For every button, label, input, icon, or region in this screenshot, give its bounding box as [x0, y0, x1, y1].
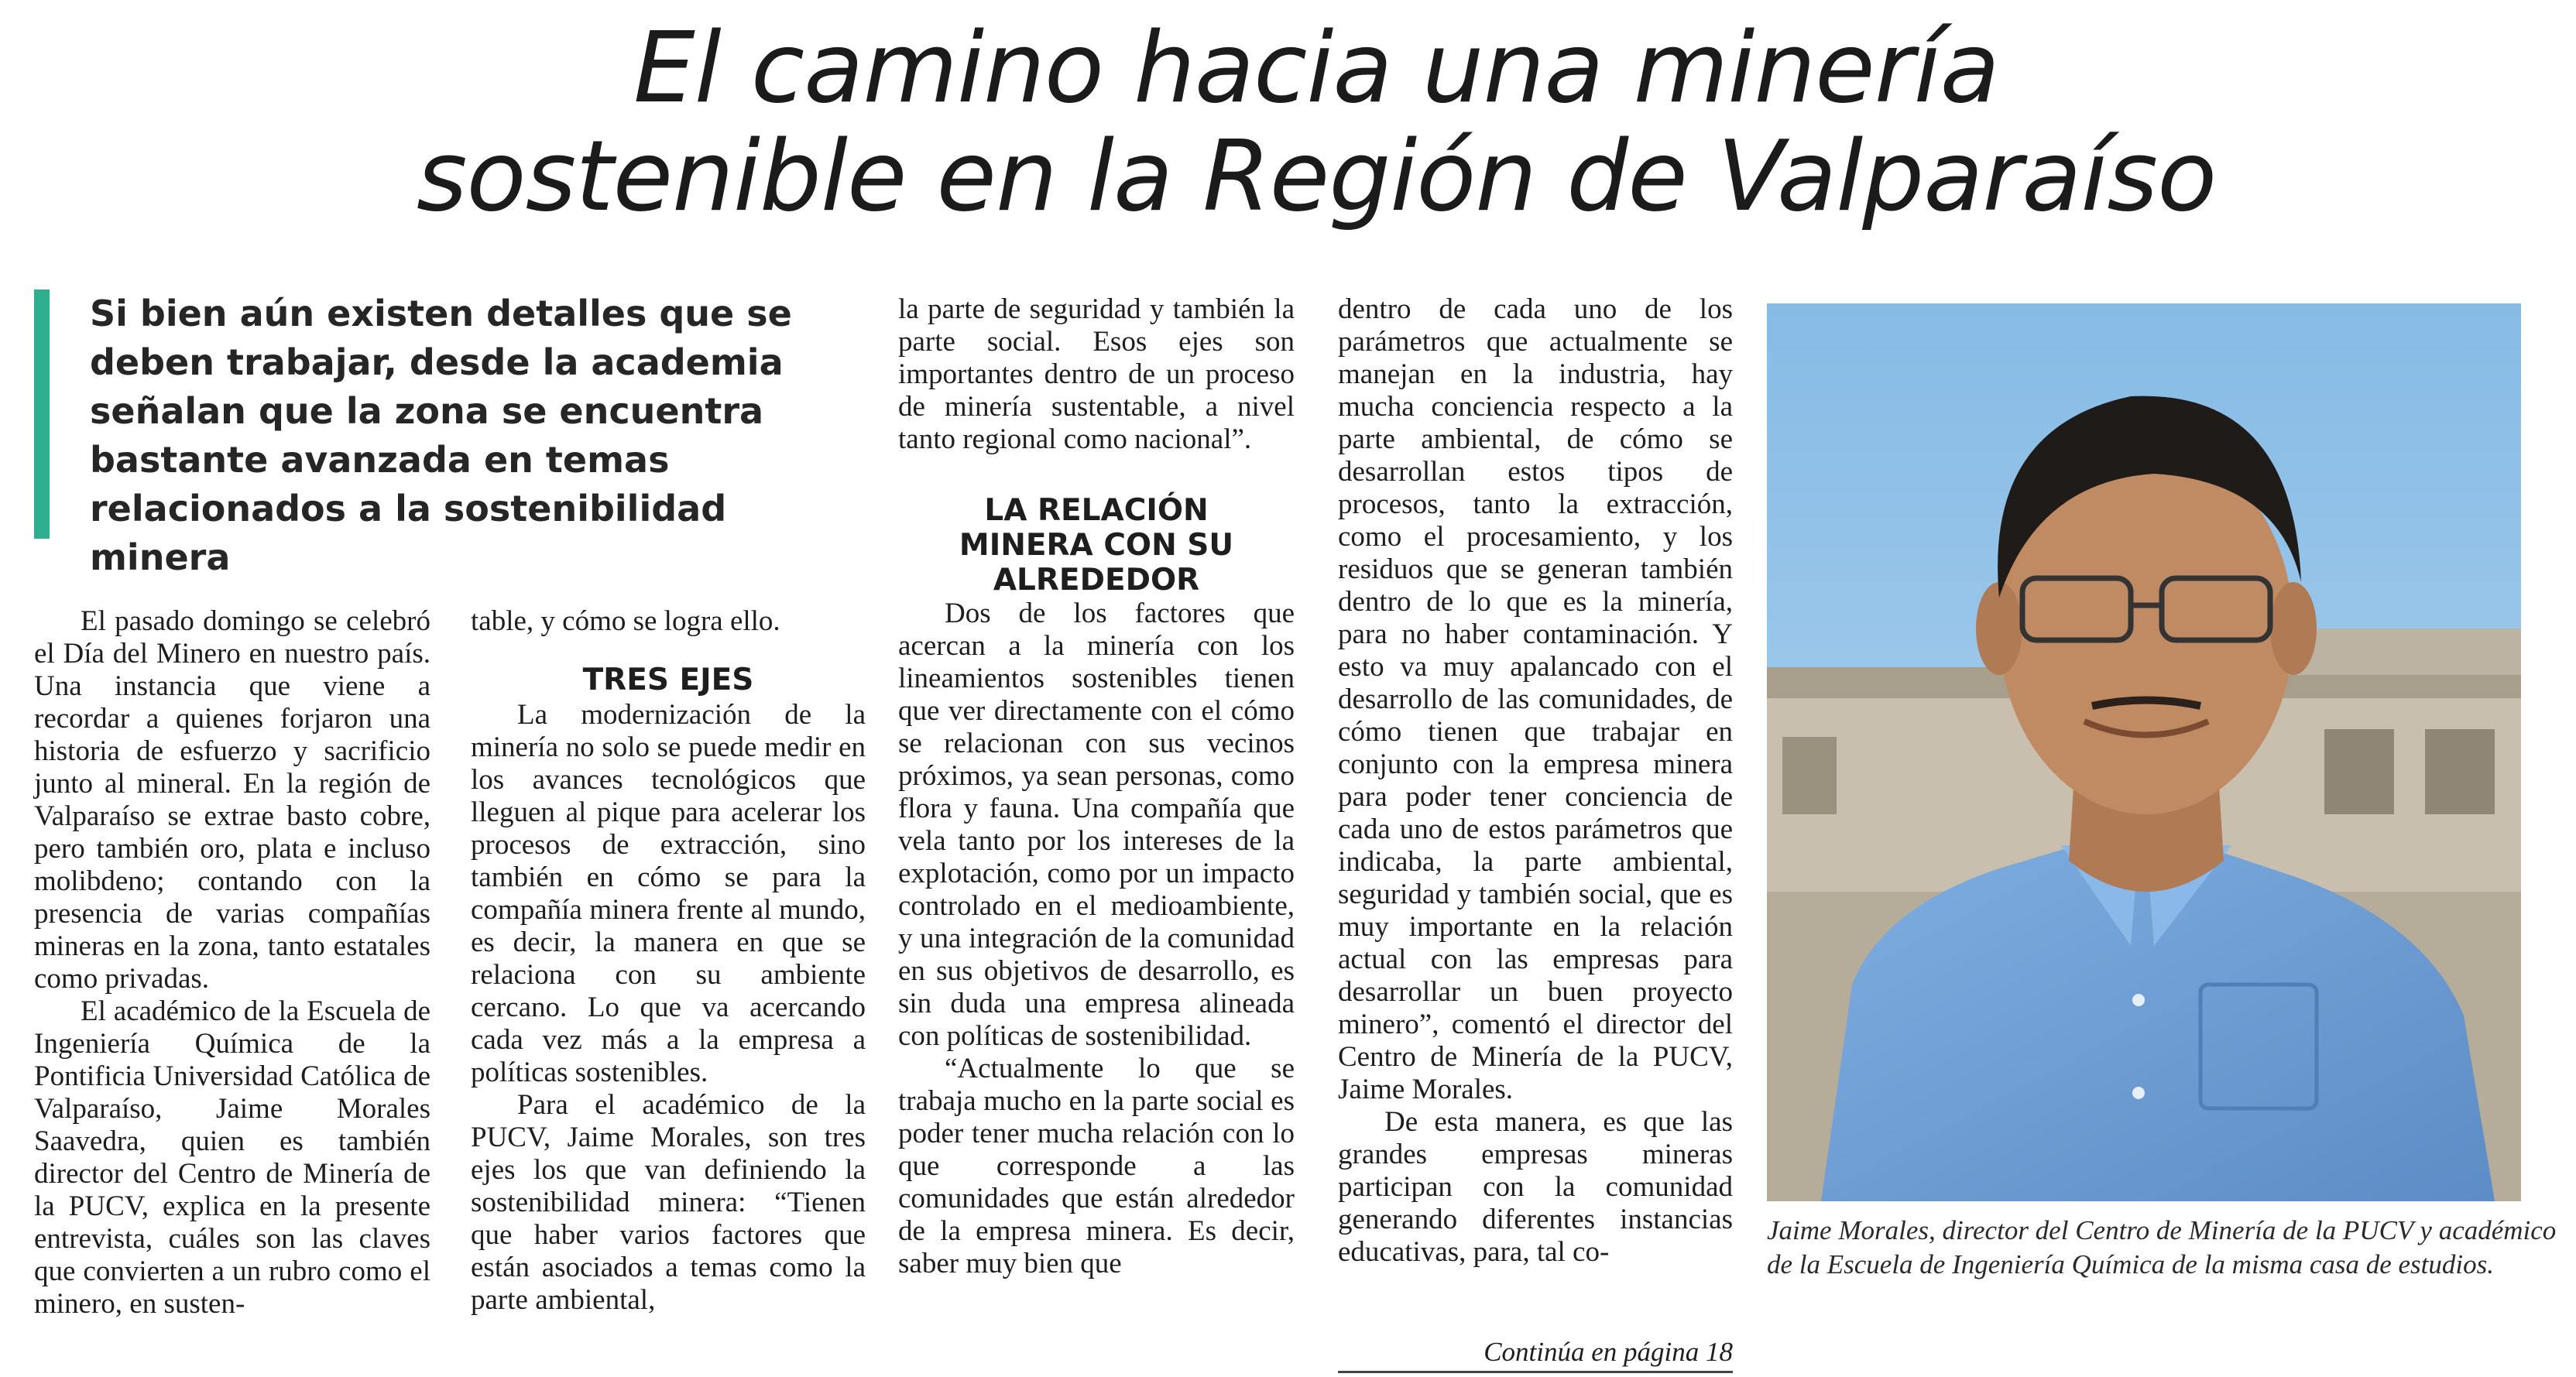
col1-paragraph-2: El académico de la Escuela de Ingeniería Química de la Pontificia Universidad Católica de Valparaíso, Jaime Morales Saavedra, quien es también director del Centro de Minería de la PUCV, explica en la presente entrevista, cuáles son las claves que convierten a un rubro como el minero, en susten-: [34, 995, 430, 1320]
col3-paragraph-0: la parte de seguridad y también la parte social. Esos ejes son importantes dentro de un proceso de minería sustentable, a nivel tanto regional como nacional”.: [898, 293, 1295, 455]
col2-paragraph-2: Para el académico de la PUCV, Jaime Morales, son tres ejes los que van definiendo la sostenibilidad minera: “Tienen que haber varios factores que están asociados a temas como la parte ambiental,: [471, 1089, 866, 1316]
column-4: [1338, 293, 1733, 1269]
col1-paragraph-1: El pasado domingo se celebró el Día del Minero en nuestro país. Una instancia que viene a recordar a quienes forjaron una historia de esfuerzo y sacrificio junto al mineral. En la región de Valparaíso se extrae basto cobre, pero también oro, plata e incluso molibdeno; contando con la presencia de varias compañías mineras en la zona, tanto estatales como privadas.: [34, 605, 430, 995]
column-1: [34, 605, 430, 1320]
section-heading-tres-ejes: TRES EJES: [582, 663, 754, 697]
col2-paragraph-1: La modernización de la minería no solo se puede medir en los avances tecnológicos que lleguen al pique para acelerar los procesos de extracción, sino también en cómo se para la compañía minera frente al mundo, es decir, la manera en que se relaciona con su ambiente cercano. Lo que va acercando cada vez más a la empresa a políticas sostenibles.: [471, 699, 866, 1088]
lead-text: Si bien aún existen detalles que se deben trabajar, desde la academia señalan que la zona se encuentra bastante avanzada en temas relacionados a la sostenibilidad minera: [90, 293, 792, 578]
title-line-2: sostenible en la Región de Valparaíso: [416, 119, 2217, 233]
column-3: [898, 293, 1295, 1280]
col3-paragraph-1: Dos de los factores que acercan a la minería con los lineamientos sostenibles tienen que ver directamente con el cómo se relacionan con sus vecinos próximos, ya sean personas, como flora y fauna. Una compañía que vela tanto por los intereses de la explotación, como por un impacto controlado en el medioambiente, y una integración de la comunidad en sus objetivos de desarrollo, es sin duda una empresa alineada con políticas de sostenibilidad.: [898, 598, 1295, 1052]
col3-paragraph-2: “Actualmente lo que se trabaja mucho en la parte social es poder tener mucha relación con lo que corresponde a las comunidades que están alrededor de la empresa minera. Es decir, saber muy bien que: [898, 1053, 1295, 1279]
photo-caption: Jaime Morales, director del Centro de Minería de la PUCV y académico de la Escuela de Ingeniería Química de la misma casa de estudios.: [1767, 1215, 2557, 1279]
section-heading-relacion-minera: LA RELACIÓN MINERA CON SU ALREDEDOR: [959, 493, 1234, 598]
portrait-photo: [1767, 303, 2521, 1201]
column-2: [471, 605, 866, 1317]
col4-paragraph-0: dentro de cada uno de los parámetros que actualmente se manejan en la industria, hay mucha conciencia respecto a la parte ambiental, de cómo se desarrollan estos tipos de procesos, tanto la extracción, como el procesamiento, y los residuos que se generan también dentro de lo que es la minería, para no haber contaminación. Y esto va muy apalancado con el desarrollo de las comunidades, de cómo tienen que trabajar en conjunto con la empresa minera para poder tener conciencia de cada uno de estos parámetros que indicaba, la parte ambiental, seguridad y también social, que es muy importante en la relación actual con las empresas para desarrollar un buen proyecto minero”, comentó el director del Centro de Minería de la PUCV, Jaime Morales.: [1338, 293, 1733, 1105]
col2-paragraph-0: table, y cómo se logra ello.: [471, 605, 780, 637]
article-title: [0, 11, 2576, 233]
portrait-illustration: [1767, 303, 2521, 1201]
title-line-1: El camino hacia una minería: [633, 11, 1999, 125]
lead-paragraph-block: [34, 289, 855, 578]
col4-paragraph-1: De esta manera, es que las grandes empresas mineras participan con la comunidad generando diferentes instancias educativas, para, tal co-: [1338, 1106, 1733, 1268]
continues-on-page-note: Continúa en página 18: [1338, 1335, 1733, 1373]
